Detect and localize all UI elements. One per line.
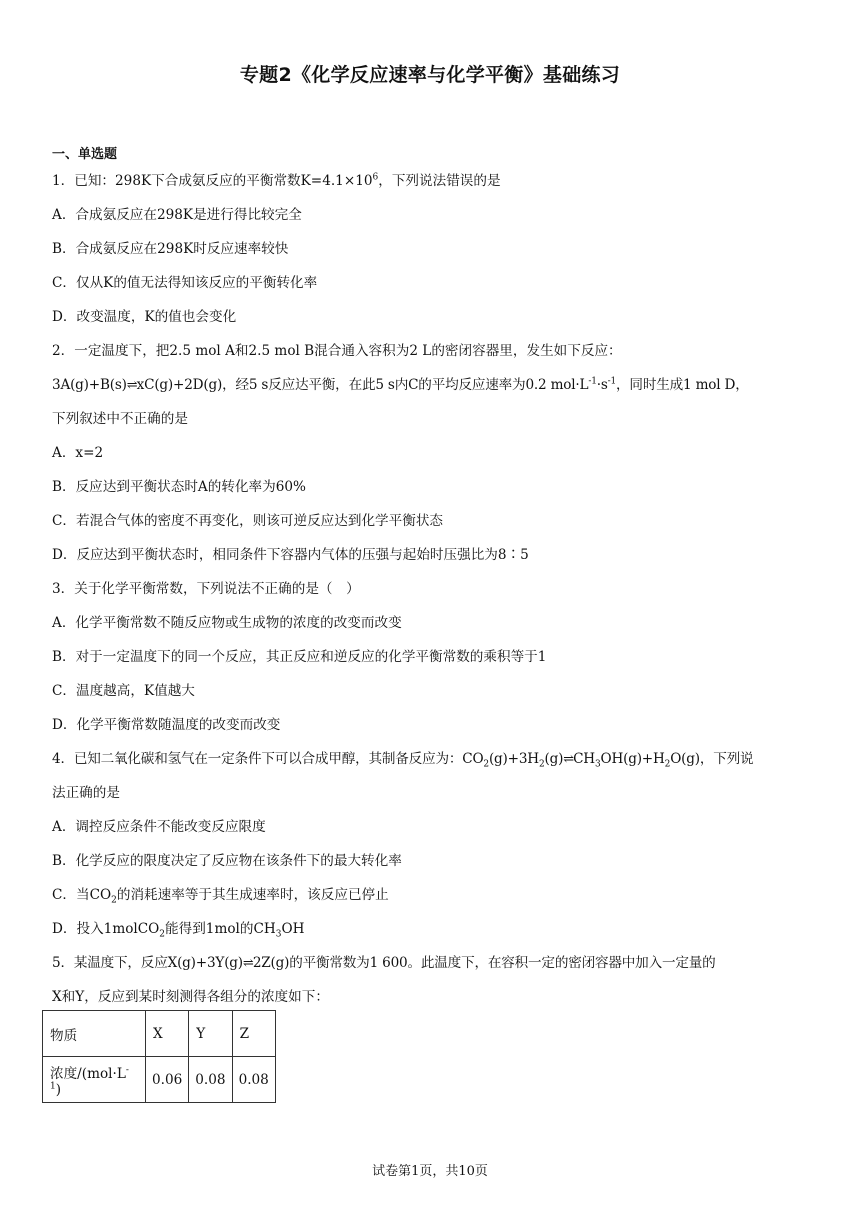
- question-4-option-d: D．投入1molCO$_2$能得到1mol的$CH_3OH$: [52, 921, 305, 940]
- question-2-stem-line1: 2．一定温度下，把2.5 mol A和2.5 mol B混合通入容积为2 L的密闭容器里，发生如下反应：: [52, 343, 622, 359]
- table-cell: 0.06: [146, 1057, 189, 1103]
- question-1-option-d: D．改变温度，K的值也会变化: [52, 309, 237, 325]
- page-footer: 试卷第1页，共10页: [372, 1164, 488, 1179]
- question-1-stem: 1．已知：298K下合成氨反应的平衡常数$K=4.1\times 10^6$，下列说法错误的是: [52, 172, 501, 189]
- question-3-option-c: C．温度越高，K值越大: [52, 683, 195, 699]
- question-2-option-b: B．反应达到平衡状态时A的转化率为60%: [52, 479, 306, 495]
- question-1-option-b: B．合成氨反应在298K时反应速率较快: [52, 241, 289, 257]
- question-3-stem: 3．关于化学平衡常数，下列说法不正确的是（ ）: [52, 581, 360, 597]
- question-4-option-c: C．当$CO_2$的消耗速率等于其生成速率时，该反应已停止: [52, 887, 389, 906]
- question-4-stem-line1: 4．已知二氧化碳和氢气在一定条件下可以合成甲醇，其制备反应为：$CO_2(g)+3H_2(g)\rightleftharpoons CH_3OH(g)+H_2O(g)$，下列说: [52, 751, 754, 770]
- question-4-option-a: A．调控反应条件不能改变反应限度: [52, 819, 266, 835]
- table-cell: 0.08: [189, 1057, 232, 1103]
- table-header-cell: Z: [232, 1011, 275, 1057]
- question-2-stem-line2: 3A(g)+B(s)⇌xC(g)+2D(g)，经5 s反应达平衡，在此5 s内C的平均反应速率为0.2 $mol\cdot L^{-1}\cdot s^{-1}$，同时生成1 mol D，: [52, 376, 749, 393]
- table-cell: 0.08: [232, 1057, 275, 1103]
- question-4-option-b: B．化学反应的限度决定了反应物在该条件下的最大转化率: [52, 853, 402, 869]
- concentration-table: [42, 1010, 276, 1103]
- question-1-option-c: C．仅从K的值无法得知该反应的平衡转化率: [52, 275, 318, 291]
- question-2-option-d: D．反应达到平衡状态时，相同条件下容器内气体的压强与起始时压强比为8∶5: [52, 547, 529, 563]
- table-header-cell: X: [146, 1011, 189, 1057]
- question-2-stem-line3: 下列叙述中不正确的是: [52, 411, 188, 427]
- question-5-stem-line2: X和Y，反应到某时刻测得各组分的浓度如下：: [52, 989, 329, 1005]
- table-header-cell: Y: [189, 1011, 232, 1057]
- question-1-option-a: A．合成氨反应在298K是进行得比较完全: [52, 207, 302, 223]
- question-3-option-d: D．化学平衡常数随温度的改变而改变: [52, 717, 281, 733]
- page-title: 专题2《化学反应速率与化学平衡》基础练习: [239, 64, 621, 86]
- question-5-stem-line1: 5．某温度下，反应X(g)+3Y(g)⇌2Z(g)的平衡常数为1 600。此温度下，在容积一定的密闭容器中加入一定量的: [52, 955, 716, 971]
- question-4-stem-line2: 法正确的是: [52, 785, 120, 801]
- section-heading: 一、单选题: [52, 147, 118, 162]
- table-row-label: 浓度$/(mol\cdot L^{-1})$: [43, 1057, 146, 1103]
- question-2-option-a: A．x=2: [52, 445, 104, 461]
- question-2-option-c: C．若混合气体的密度不再变化，则该可逆反应达到化学平衡状态: [52, 513, 444, 529]
- question-3-option-b: B．对于一定温度下的同一个反应，其正反应和逆反应的化学平衡常数的乘积等于1: [52, 649, 547, 665]
- table-header-row: [43, 1011, 276, 1057]
- table-row: [43, 1057, 276, 1103]
- table-header-cell: 物质: [43, 1011, 146, 1057]
- question-3-option-a: A．化学平衡常数不随反应物或生成物的浓度的改变而改变: [52, 615, 402, 631]
